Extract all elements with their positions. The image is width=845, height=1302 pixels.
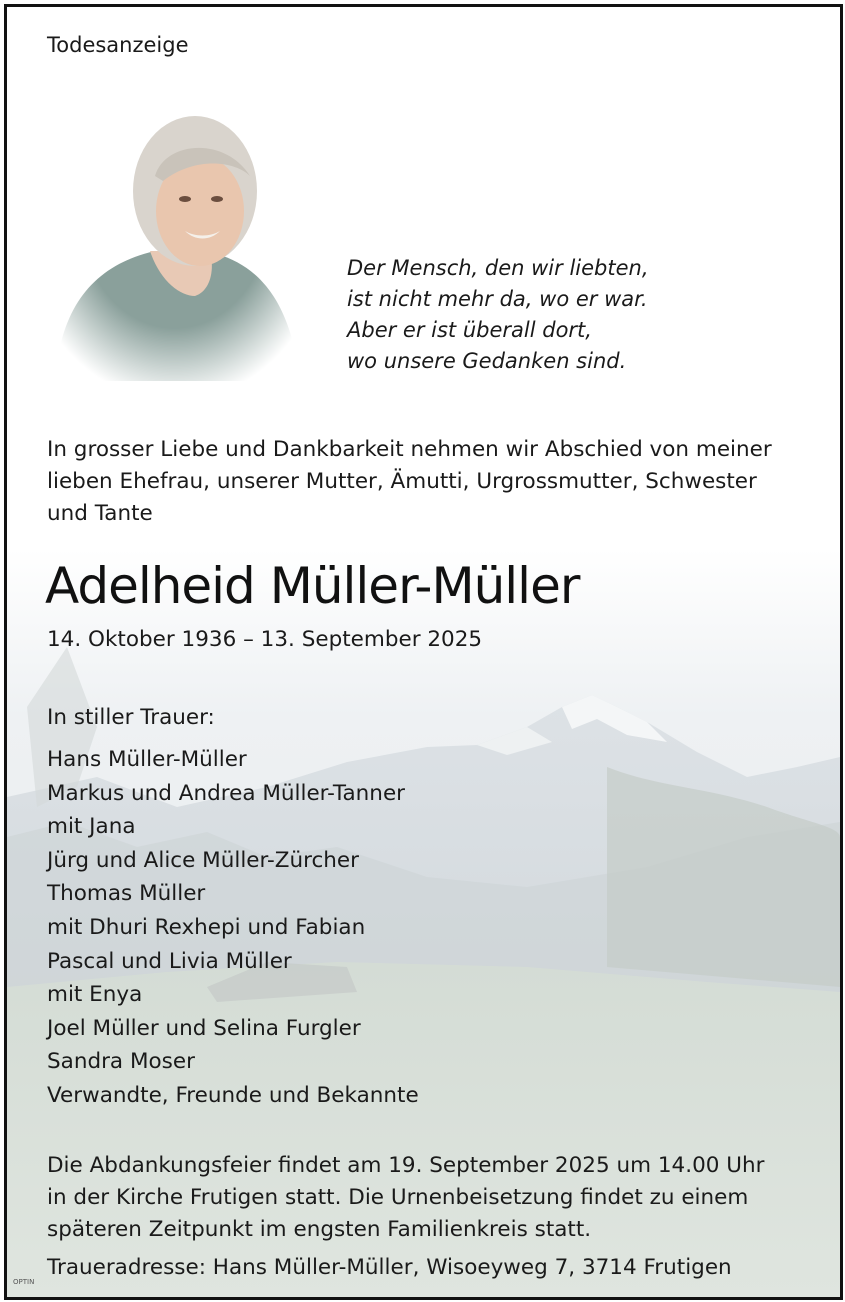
- quote-line: Aber er ist überall dort,: [347, 318, 592, 342]
- intro-text: [47, 434, 772, 530]
- mourners-label: In stiller Trauer:: [47, 705, 215, 730]
- mourners-list: [47, 743, 419, 1113]
- notice-heading: Todesanzeige: [47, 33, 189, 57]
- ceremony-details: [47, 1150, 764, 1246]
- memorial-quote: [347, 253, 649, 377]
- mourning-address: Traueradresse: Hans Müller-Müller, Wisoeyweg 7, 3714 Frutigen: [47, 1255, 732, 1280]
- ceremony-line: späteren Zeitpunkt im engsten Familienkreis statt.: [47, 1217, 592, 1242]
- deceased-portrait-photo: [45, 81, 305, 386]
- mourner-entry: mit Dhuri Rexhepi und Fabian: [47, 914, 366, 940]
- quote-line: wo unsere Gedanken sind.: [347, 349, 627, 373]
- mourner-entry: mit Enya: [47, 982, 143, 1008]
- mourner-entry: Verwandte, Freunde und Bekannte: [47, 1082, 419, 1108]
- mourner-entry: Pascal und Livia Müller: [47, 948, 292, 974]
- mourner-entry: Hans Müller-Müller: [47, 747, 247, 772]
- intro-line: und Tante: [47, 501, 153, 526]
- mourner-entry: Jürg und Alice Müller-Zürcher: [47, 847, 359, 873]
- intro-line: In grosser Liebe und Dankbarkeit nehmen wir Abschied von meiner: [47, 437, 772, 462]
- publisher-stamp: OPTIN: [13, 1278, 35, 1286]
- life-dates: 14. Oktober 1936 – 13. September 2025: [47, 627, 483, 652]
- mourner-entry: Sandra Moser: [47, 1049, 195, 1075]
- mourner-entry: Joel Müller und Selina Furgler: [47, 1015, 361, 1041]
- intro-line: lieben Ehefrau, unserer Mutter, Ämutti, Urgrossmutter, Schwester: [47, 469, 757, 494]
- obituary-card: [4, 4, 843, 1300]
- deceased-name: Adelheid Müller-Müller: [45, 557, 580, 615]
- mourner-entry: Markus und Andrea Müller-Tanner: [47, 780, 406, 806]
- quote-line: ist nicht mehr da, wo er war.: [347, 287, 648, 311]
- quote-line: Der Mensch, den wir liebten,: [347, 256, 649, 280]
- ceremony-line: in der Kirche Frutigen statt. Die Urnenbeisetzung findet zu einem: [47, 1185, 749, 1210]
- ceremony-line: Die Abdankungsfeier findet am 19. September 2025 um 14.00 Uhr: [47, 1153, 765, 1178]
- mourner-entry: Thomas Müller: [47, 881, 206, 907]
- mourner-entry: mit Jana: [47, 814, 136, 840]
